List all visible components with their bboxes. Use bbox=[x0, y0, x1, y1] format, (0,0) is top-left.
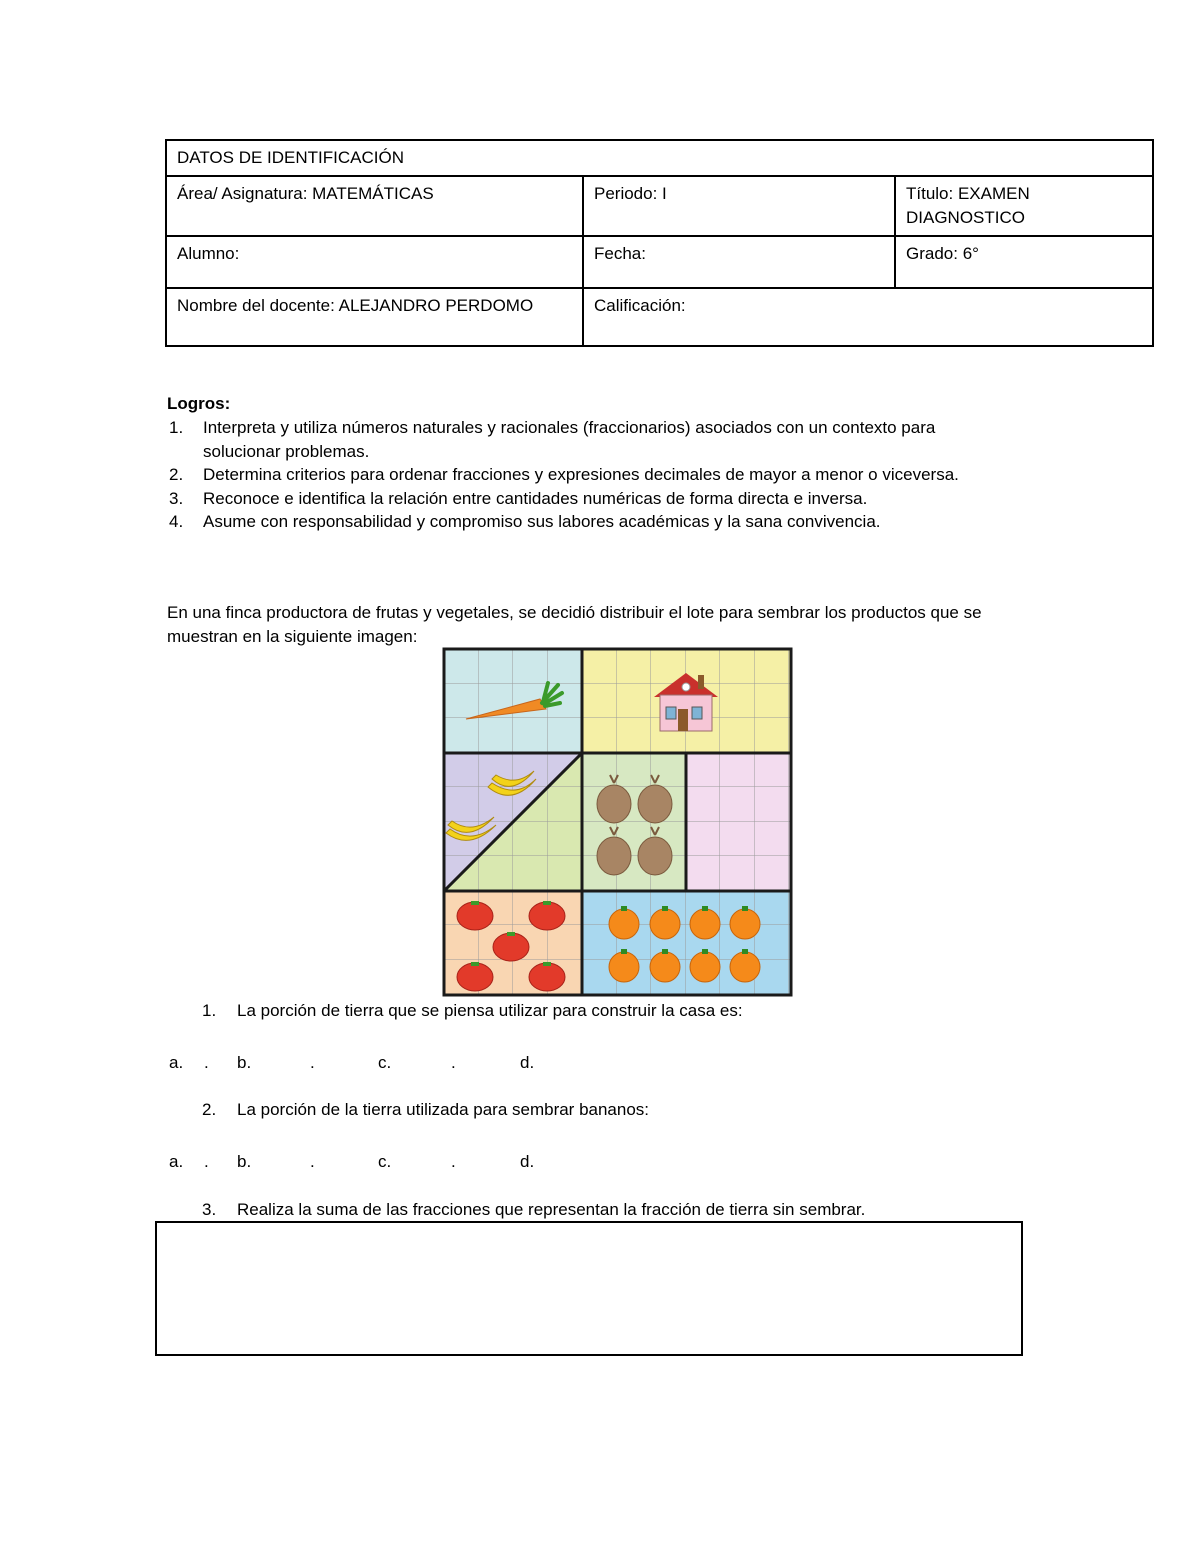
question-2: 2. La porción de la tierra utilizada para sembrar bananos: bbox=[202, 1100, 650, 1119]
question-2-options[interactable]: a. . b. . c. . d. bbox=[169, 1152, 535, 1171]
question-1: 1. La porción de tierra que se piensa utilizar para construir la casa es: bbox=[202, 1001, 743, 1020]
logros-list bbox=[167, 416, 1017, 534]
list-item: 4. Asume con responsabilidad y compromiso sus labores académicas y la sana convivencia. bbox=[169, 512, 881, 531]
identification-table bbox=[165, 139, 1154, 347]
option-c[interactable]: c. bbox=[378, 1152, 392, 1171]
option-d[interactable]: d. bbox=[520, 1053, 535, 1072]
list-item: 1. Interpreta y utiliza números naturales y racionales (fraccionarios) asociados con un contexto para solucionar problemas. bbox=[169, 418, 936, 461]
farm-plot-illustration bbox=[442, 647, 793, 997]
fecha-cell[interactable]: Fecha: bbox=[583, 236, 895, 288]
list-item: 2. Determina criterios para ordenar fracciones y expresiones decimales de mayor a menor o viceversa. bbox=[169, 465, 959, 484]
alumno-cell[interactable]: Alumno: bbox=[166, 236, 583, 288]
area-cell: Área/ Asignatura: MATEMÁTICAS bbox=[166, 176, 583, 236]
intro-paragraph: En una finca productora de frutas y vegetales, se decidió distribuir el lote para sembrar los productos que se muestran en la siguiente imagen: bbox=[167, 603, 982, 646]
table-title: DATOS DE IDENTIFICACIÓN bbox=[166, 140, 1153, 176]
option-b[interactable]: b. bbox=[237, 1152, 252, 1171]
option-a[interactable]: a. bbox=[169, 1152, 184, 1171]
titulo-cell: Título: EXAMEN DIAGNOSTICO bbox=[895, 176, 1153, 236]
docente-cell: Nombre del docente: ALEJANDRO PERDOMO bbox=[166, 288, 583, 346]
grado-cell: Grado: 6° bbox=[895, 236, 1153, 288]
list-item: 3. Reconoce e identifica la relación entre cantidades numéricas de forma directa e inversa. bbox=[169, 488, 868, 508]
question-3: 3. Realiza la suma de las fracciones que representan la fracción de tierra sin sembrar. bbox=[202, 1200, 866, 1219]
answer-box[interactable] bbox=[155, 1221, 1023, 1356]
periodo-cell: Periodo: I bbox=[583, 176, 895, 236]
logros-title: Logros: bbox=[167, 394, 231, 413]
option-b[interactable]: b. bbox=[237, 1053, 252, 1072]
option-d[interactable]: d. bbox=[520, 1152, 535, 1171]
calificacion-cell[interactable]: Calificación: bbox=[583, 288, 1153, 346]
option-a[interactable]: a. bbox=[169, 1053, 184, 1072]
option-c[interactable]: c. bbox=[378, 1053, 392, 1072]
question-1-options[interactable]: a. . b. . c. . d. bbox=[169, 1053, 535, 1072]
